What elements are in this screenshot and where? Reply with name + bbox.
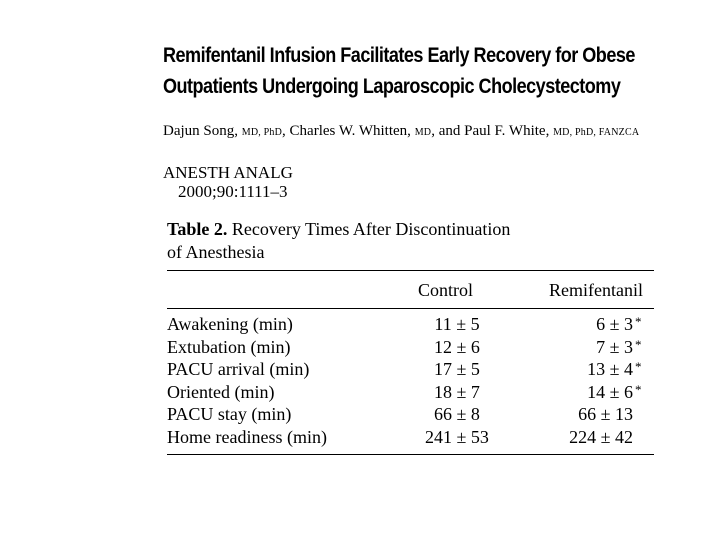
remifentanil-value: 224 ± 42: [569, 426, 633, 447]
significance-mark: *: [635, 336, 642, 352]
row-label: Home readiness (min): [167, 426, 327, 447]
column-header-remifentanil: Remifentanil: [549, 280, 643, 300]
row-label: PACU arrival (min): [167, 359, 310, 379]
control-value: 66 ± 8: [434, 404, 480, 424]
journal-name: ANESTH ANALG: [163, 163, 293, 182]
journal-citation: 2000;90:1111–3: [178, 182, 288, 201]
author-1-separator: ,: [282, 123, 290, 139]
control-value: 12 ± 6: [434, 336, 480, 357]
author-1-name: Dajun Song,: [163, 123, 242, 139]
journal-reference: [163, 163, 293, 201]
remifentanil-value: 6 ± 3: [596, 314, 633, 334]
control-value: 17 ± 5: [434, 359, 480, 379]
author-1-degrees: MD, PhD: [241, 127, 283, 138]
table-row: [167, 358, 654, 381]
table-bottom-rule: [167, 454, 654, 455]
row-label: Oriented (min): [167, 381, 275, 402]
table-row: [167, 336, 654, 359]
author-3-degrees: MD, PhD, FANZCA: [553, 127, 640, 138]
remifentanil-value: 7 ± 3: [596, 336, 633, 357]
table-row: [167, 403, 654, 426]
paper-title-line-1: Remifentanil Infusion Facilitates Early Recovery for Obese: [163, 44, 635, 67]
control-value: 241 ± 53: [425, 426, 489, 447]
paper-title: [163, 40, 635, 102]
table-row: [167, 426, 654, 449]
row-label: PACU stay (min): [167, 404, 292, 424]
author-3-name: Paul F. White,: [464, 123, 554, 139]
significance-mark: *: [635, 381, 642, 397]
table-body: [167, 313, 654, 448]
table-row: [167, 381, 654, 404]
column-header-control: Control: [418, 280, 474, 300]
table-caption-line-2: of Anesthesia: [167, 242, 265, 262]
table-caption: [167, 218, 667, 264]
author-2-separator: , and: [431, 123, 465, 139]
author-2-name: Charles W. Whitten,: [289, 123, 415, 139]
remifentanil-value: 13 ± 4: [587, 359, 633, 379]
table-label: Table 2.: [167, 219, 228, 239]
significance-mark: *: [635, 314, 642, 329]
author-list: [163, 123, 720, 140]
row-label: Extubation (min): [167, 336, 291, 357]
control-value: 11 ± 5: [434, 314, 480, 334]
author-2-degrees: MD: [414, 127, 432, 138]
table-caption-line-1: Recovery Times After Discontinuation: [231, 219, 511, 239]
significance-mark: *: [635, 359, 642, 374]
remifentanil-value: 14 ± 6: [587, 381, 633, 402]
paper-title-line-2: Outpatients Undergoing Laparoscopic Cholecystectomy: [163, 75, 621, 98]
control-value: 18 ± 7: [434, 381, 480, 402]
row-label: Awakening (min): [167, 314, 293, 334]
table-row: [167, 313, 654, 336]
table-header-rule: [167, 308, 654, 309]
table-top-rule: [167, 270, 654, 271]
remifentanil-value: 66 ± 13: [578, 404, 633, 424]
